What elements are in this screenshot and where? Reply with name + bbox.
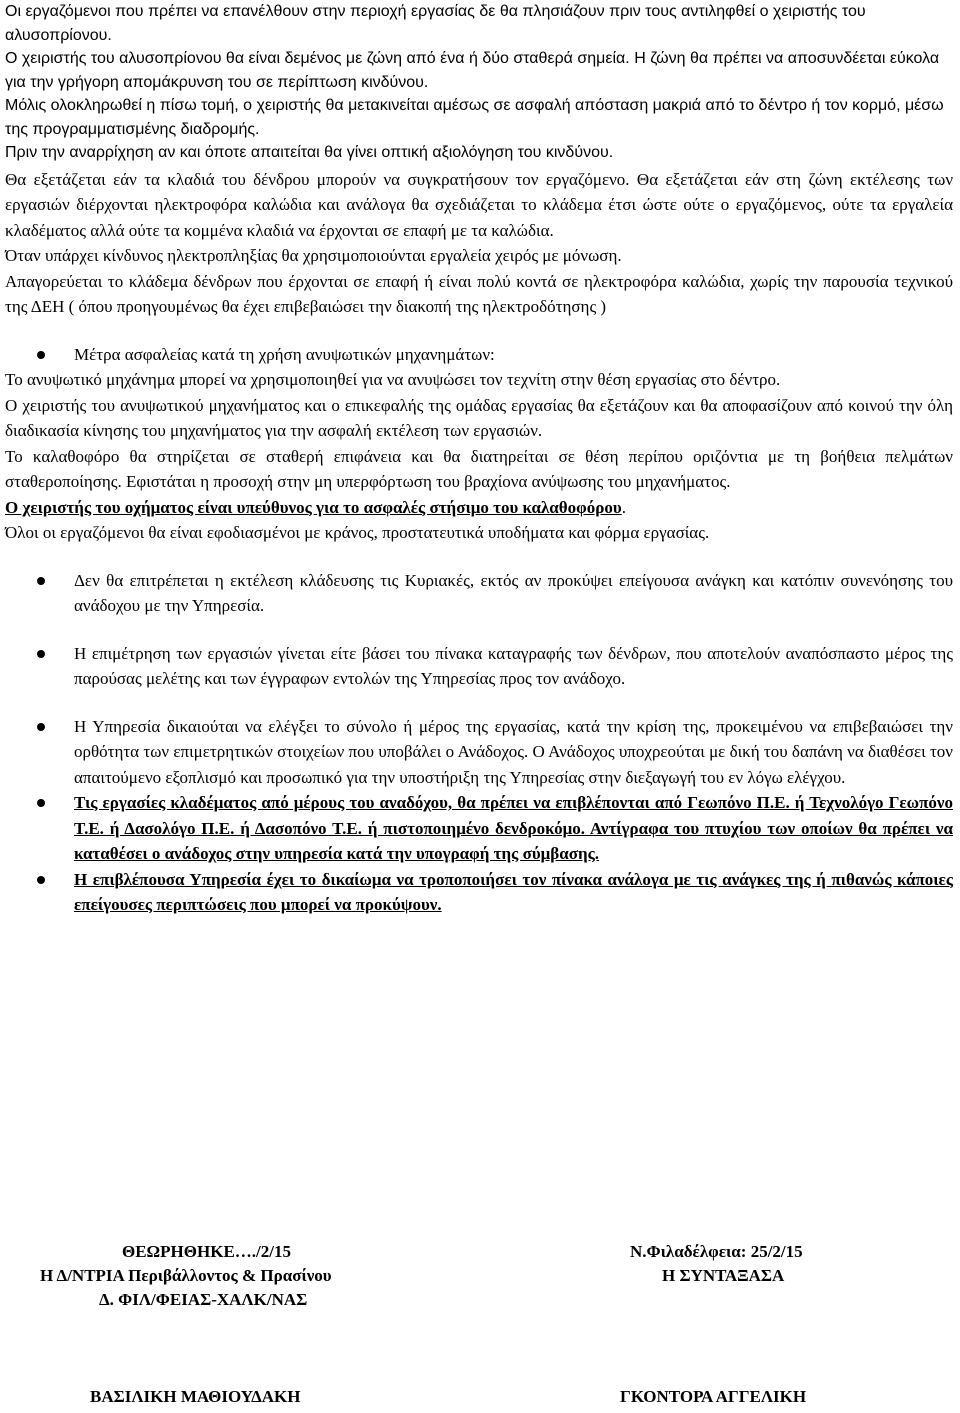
bullet-icon xyxy=(37,577,45,585)
list-item xyxy=(0,342,953,368)
bullet-icon xyxy=(37,799,45,807)
author-title: Η ΣΥΝΤΑΞΑΣΑ xyxy=(662,1266,785,1285)
lift-paragraph-2: Ο χειριστής του ανυψωτικού μηχανήματος και ο επικεφαλής της ομάδας εργασίας θα εξετάζουν και θα αποφασίζουν από κοινού την όλη διαδικασία κίνησης του μηχανήματος για την ασφαλή εκτέλεση των εργασιών. xyxy=(5,395,953,440)
forbidden-pruning-paragraph: Απαγορεύεται το κλάδεμα δένδρων που έρχονται σε επαφή ή είναι πολύ κοντά σε ηλεκτροφόρα καλώδια, χωρίς την παρουσία τεχνικού της ΔΕΗ ( όπου προηγουμένως θα έχει επιβεβαιώσει την διακοπή της ηλεκτροδότησης ) xyxy=(5,271,953,316)
lift-paragraph-3: Το καλαθοφόρο θα στηρίζεται σε σταθερή επιφάνεια και θα διατηρείται σε θέση περίπου οριζόντια με τη βοήθεια πελμάτων σταθεροποίησης. Εφιστάται η προσοχή στην μη υπερφόρτωση του βραχίονα ανύψωσης του μηχανήματος. xyxy=(5,446,953,491)
lift-paragraph-1: Το ανυψωτικό μηχάνημα μπορεί να χρησιμοποιηθεί για να ανυψώσει τον τεχνίτη στην θέση εργασίας στο δέντρο. xyxy=(5,370,781,389)
check-branches-paragraph: Θα εξετάζεται εάν τα κλαδιά του δένδρου μπορούν να συγκρατήσουν τον εργαζόμενο. Θα εξετάζεται εάν στη ζώνη εκτέλεσης των εργασιών διέρχονται ηλεκτροφόρα καλώδια και ανάλογα θα σχεδιάζεται το κλάδεμα έτσι ώστε ούτε ο εργαζόμενος, ούτε τα εργαλεία κλαδέματος αλλά ούτε τα κομμένα κλαδιά να έρχονται σε επαφή με τα καλώδια. xyxy=(5,169,953,240)
intro-section xyxy=(0,0,960,165)
intro-paragraph-1: Οι εργαζόμενοι που πρέπει να επανέλθουν στην περιοχή εργασίας δε θα πλησιάζουν πριν τους αντιληφθεί ο χειριστής του αλυσοπρίονου. xyxy=(5,3,866,44)
bullet-icon xyxy=(37,876,45,884)
list-item-text: Μέτρα ασφαλείας κατά τη χρήση ανυψωτικών μηχανημάτων: xyxy=(74,344,495,364)
operator-responsibility-text: Ο χειριστής του οχήματος είναι υπεύθυνος για το ασφαλές στήσιμο του καλαθοφόρου xyxy=(5,497,622,517)
operator-paragraph xyxy=(5,495,953,521)
list-item-text: Η Υπηρεσία δικαιούται να ελέγξει το σύνολο ή μέρος της εργασίας, κατά την κρίση της, προκειμένου να επιβεβαιώσει την ορθότητα των επιμετρητικών στοιχείων που υποβάλει ο Ανάδοχος. Ο Ανάδοχος υποχρεούται με δική του δαπάνη να διαθέσει τον απαιτούμενο εξοπλισμό και προσωπικό για την υποστήριξη της Υπηρεσίας στην διεξαγωγή του εν λόγω ελέγχου. xyxy=(74,716,953,787)
list-item-text: Η επιμέτρηση των εργασιών γίνεται είτε βάσει του πίνακα καταγραφής των δένδρων, που αποτελούν αναπόσπαστο μέρος της παρούσας μελέτης και των έγγραφων εντολών της Υπηρεσίας προς τον ανάδοχο. xyxy=(74,643,953,688)
list-item xyxy=(0,568,953,619)
intro-paragraph-3: Μόλις ολοκληρωθεί η πίσω τομή, ο χειριστής θα μετακινείται αμέσως σε ασφαλή απόσταση μακριά από το δέντρο ή τον κορμό, μέσω της προγραμματισμένης διαδρομής. xyxy=(5,97,944,138)
list-item xyxy=(0,867,953,918)
terms-list xyxy=(0,568,960,918)
approver-name: ΒΑΣΙΛΙΚΗ ΜΑΘΙΟΥΔΑΚΗ xyxy=(90,1387,301,1406)
approval-municipality: Δ. ΦΙΛ/ΦΕΙΑΣ-ΧΑΛΚ/ΝΑΣ xyxy=(99,1290,308,1309)
list-item-text: Η επιβλέπουσα Υπηρεσία έχει το δικαίωμα να τροποποιήσει τον πίνακα ανάλογα με τις ανάγκες της ή πιθανώς κάποιες επείγουσες περιπτώσεις που μπορεί να προκύψουν. xyxy=(74,869,953,914)
bullet-icon xyxy=(37,723,45,731)
list-item xyxy=(0,790,953,867)
author-name: ΓΚΟΝΤΟΡΑ ΑΓΓΕΛΙΚΗ xyxy=(620,1387,807,1406)
safety-measures-list xyxy=(0,342,960,368)
list-item xyxy=(0,641,953,692)
intro-paragraph-2: Ο χειριστής του αλυσοπρίονου θα είναι δεμένος με ζώνη από ένα ή δύο σταθερά σημεία. Η ζώνη θα πρέπει να αποσυνδέεται εύκολα για την γρήγορη απομάκρυνση του σε περίπτωση κινδύνου. xyxy=(5,50,940,91)
insulated-tools-paragraph: Όταν υπάρχει κίνδυνος ηλεκτροπληξίας θα χρησιμοποιούνται εργαλεία χειρός με μόνωση. xyxy=(5,246,622,265)
author-signature-block xyxy=(620,1240,920,1288)
approval-date: ΘΕΩΡΗΘΗΚΕ…./2/15 xyxy=(122,1242,291,1261)
list-item-text: Τις εργασίες κλαδέματος από μέρους του αναδόχου, θα πρέπει να επιβλέπονται από Γεωπόνο Π.Ε. ή Τεχνολόγο Γεωπόνο Τ.Ε. ή Δασολόγο Π.Ε. ή Δασοπόνο Τ.Ε. ή πιστοποιημένο δενδροκόμο. Αντίγραφα του πτυχίου των οποίων θα πρέπει να καταθέσει ο ανάδοχος στην υπηρεσία κατά την υπογραφή της σύμβασης. xyxy=(74,793,953,863)
bullet-icon xyxy=(37,650,45,658)
operator-period: . xyxy=(621,497,626,517)
intro-paragraph-4: Πριν την αναρρίχηση αν και όποτε απαιτείται θα γίνει οπτική αξιολόγηση του κινδύνου. xyxy=(5,144,614,161)
list-item xyxy=(0,714,953,791)
approval-authority: Η Δ/ΝΤΡΙΑ Περιβάλλοντος & Πρασίνου xyxy=(40,1266,332,1285)
author-date: Ν.Φιλαδέλφεια: 25/2/15 xyxy=(630,1242,803,1261)
bullet-icon xyxy=(37,351,45,359)
approval-signature-block xyxy=(40,1240,460,1312)
workers-equipment-paragraph: Όλοι οι εργαζόμενοι θα είναι εφοδιασμένοι με κράνος, προστατευτικά υποδήματα και φόρμα εργασίας. xyxy=(5,523,710,542)
list-item-text: Δεν θα επιτρέπεται η εκτέλεση κλάδευσης τις Κυριακές, εκτός αν προκύψει επείγουσα ανάγκη και κατόπιν συνενόησης του ανάδοχου με την Υπηρεσία. xyxy=(74,570,953,615)
